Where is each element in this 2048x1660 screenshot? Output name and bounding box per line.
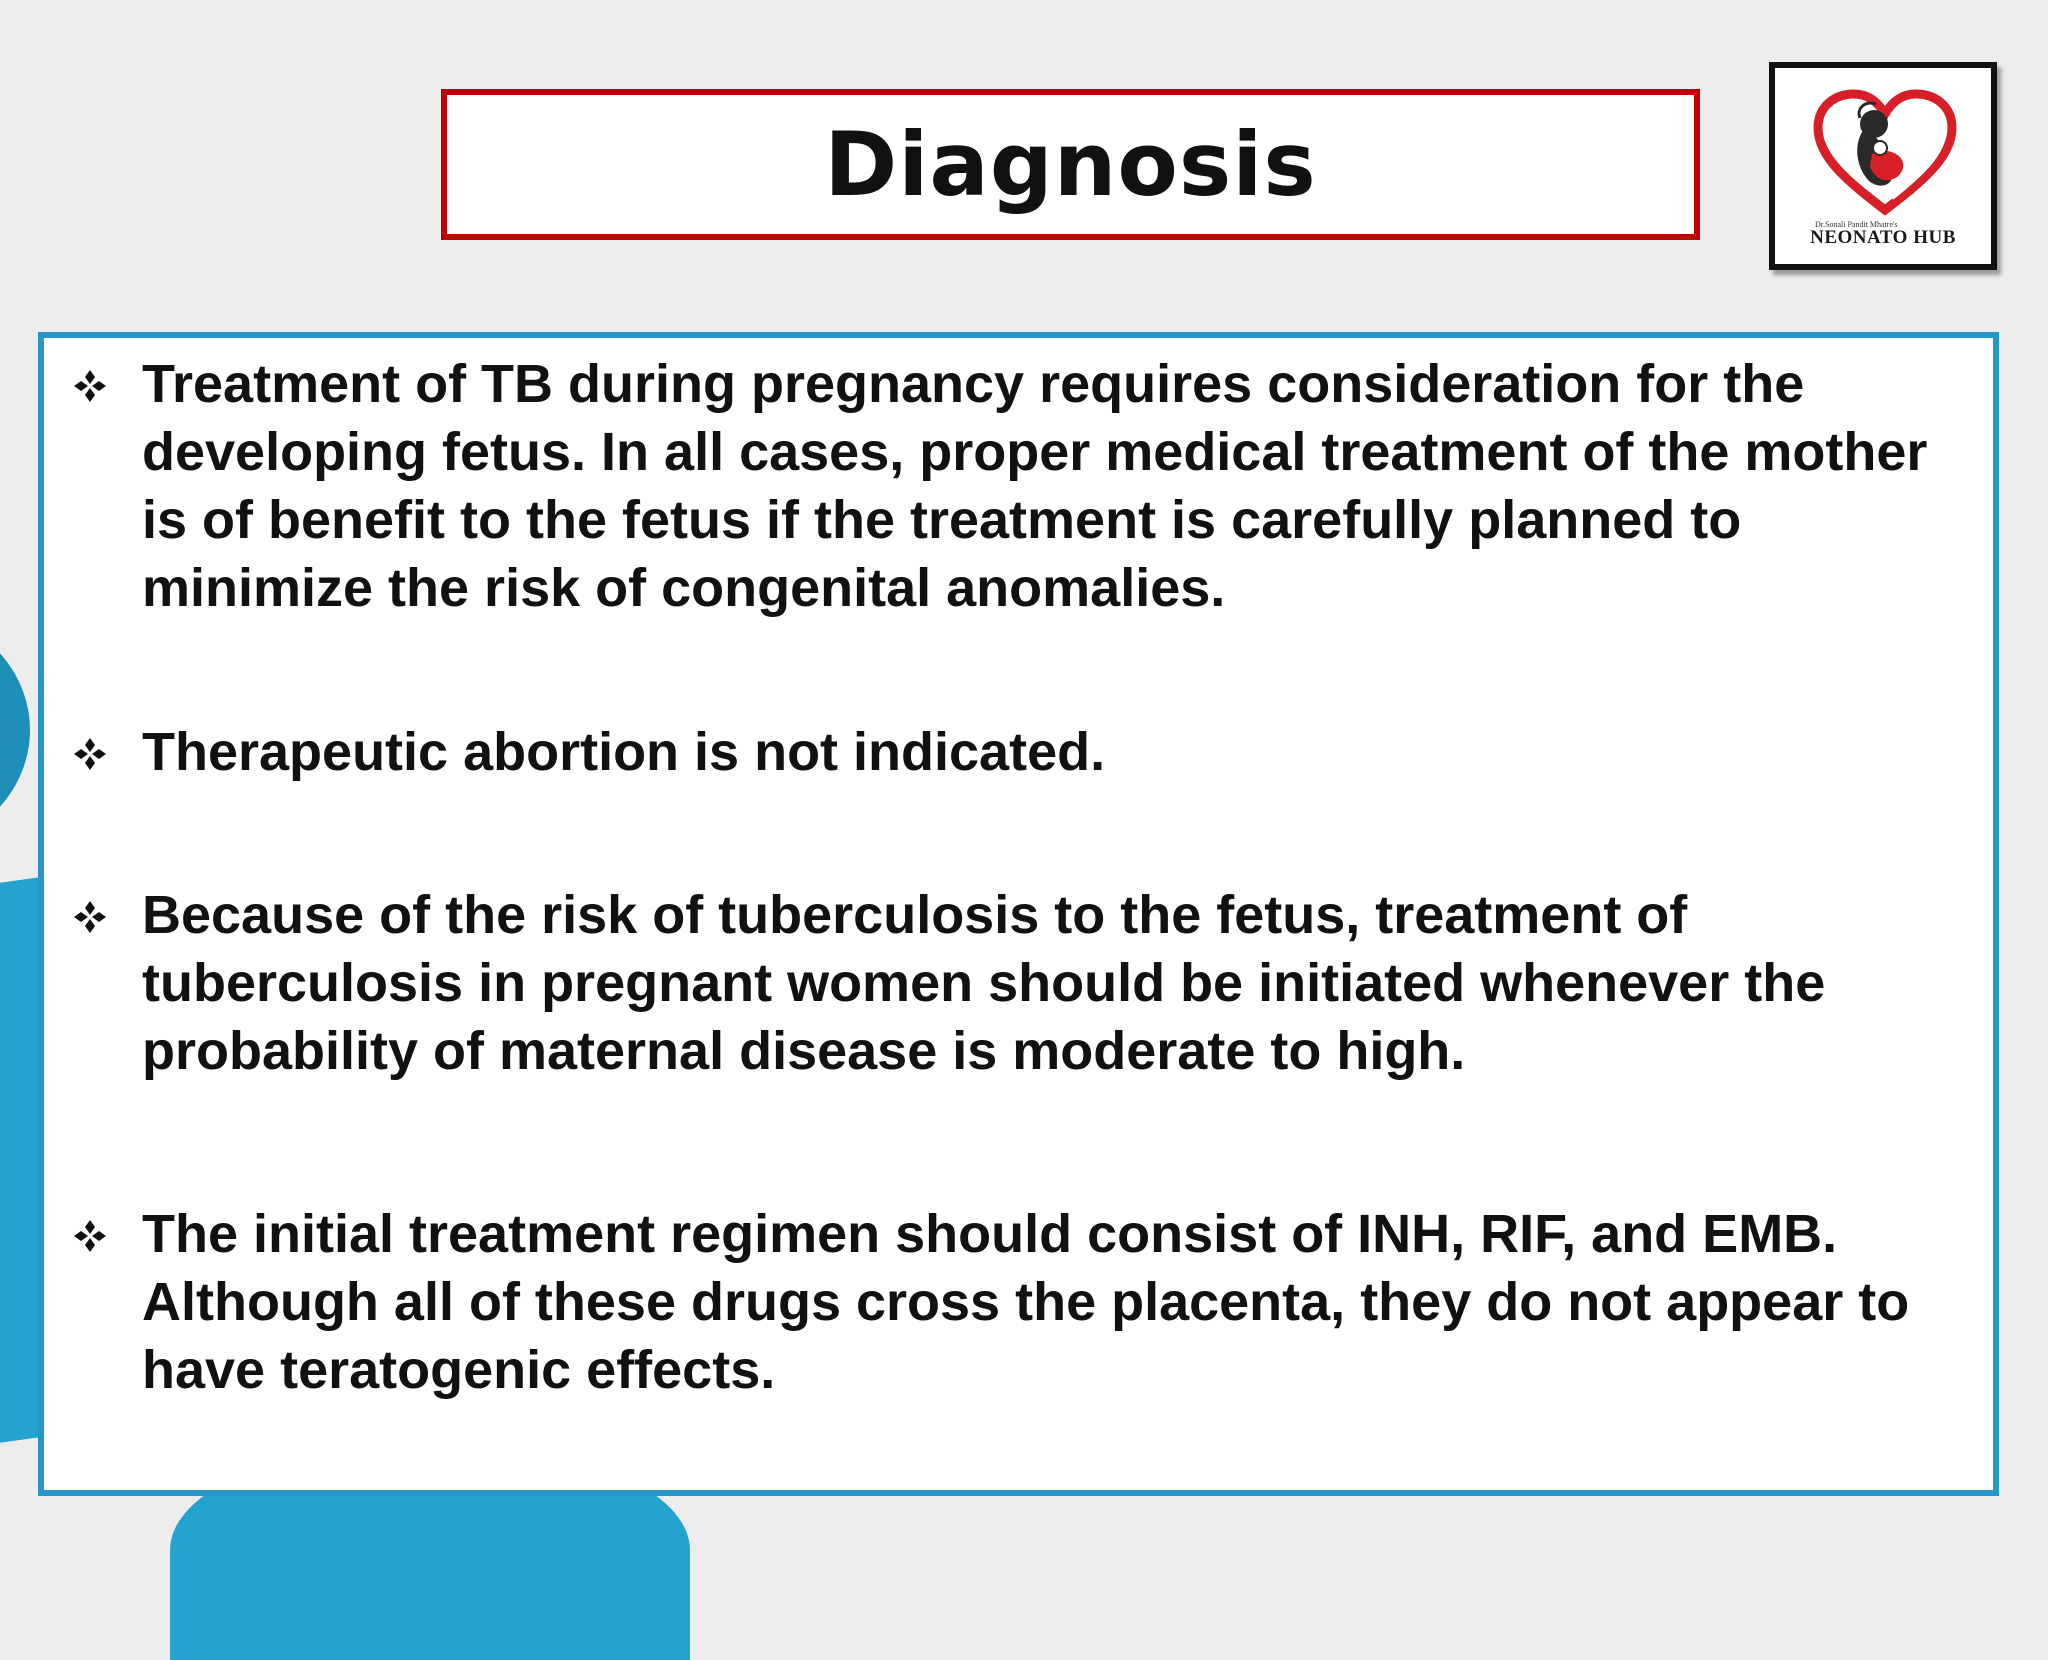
logo-subtitle: Dr.Sonali Pandit Mhatre's xyxy=(1815,220,1898,229)
bullet-text: Therapeutic abortion is not indicated. xyxy=(142,722,1106,782)
content-box xyxy=(38,332,1999,1496)
bullet-item xyxy=(72,881,1963,1085)
bullet-item xyxy=(72,1200,1963,1404)
neonato-hub-logo xyxy=(1769,62,1997,270)
diamond-bullet-icon xyxy=(72,1218,108,1254)
diamond-bullet-icon xyxy=(72,899,108,935)
bullet-text: Because of the risk of tuberculosis to the fetus, treatment of tuberculosis in pregnant women should be initiated whenever the probability of maternal disease is moderate to high. xyxy=(142,885,1826,1081)
bullet-text: The initial treatment regimen should consist of INH, RIF, and EMB. Although all of these drugs cross the placenta, they do not appear to have teratogenic effects. xyxy=(142,1204,1910,1400)
bullet-text: Treatment of TB during pregnancy requires consideration for the developing fetus. In all cases, proper medical treatment of the mother is of benefit to the fetus if the treatment is carefully planned to minimize the risk of congenital anomalies. xyxy=(142,354,1928,618)
logo-name: NEONATO HUB xyxy=(1810,227,1956,248)
background-blob xyxy=(0,610,30,850)
slide-title: Diagnosis xyxy=(824,112,1317,216)
bullet-item xyxy=(72,718,1963,786)
title-box xyxy=(441,89,1700,240)
diamond-bullet-icon xyxy=(72,368,108,404)
heart-mother-child-icon xyxy=(1810,88,1960,218)
diamond-bullet-icon xyxy=(72,736,108,772)
bullet-item xyxy=(72,350,1963,622)
